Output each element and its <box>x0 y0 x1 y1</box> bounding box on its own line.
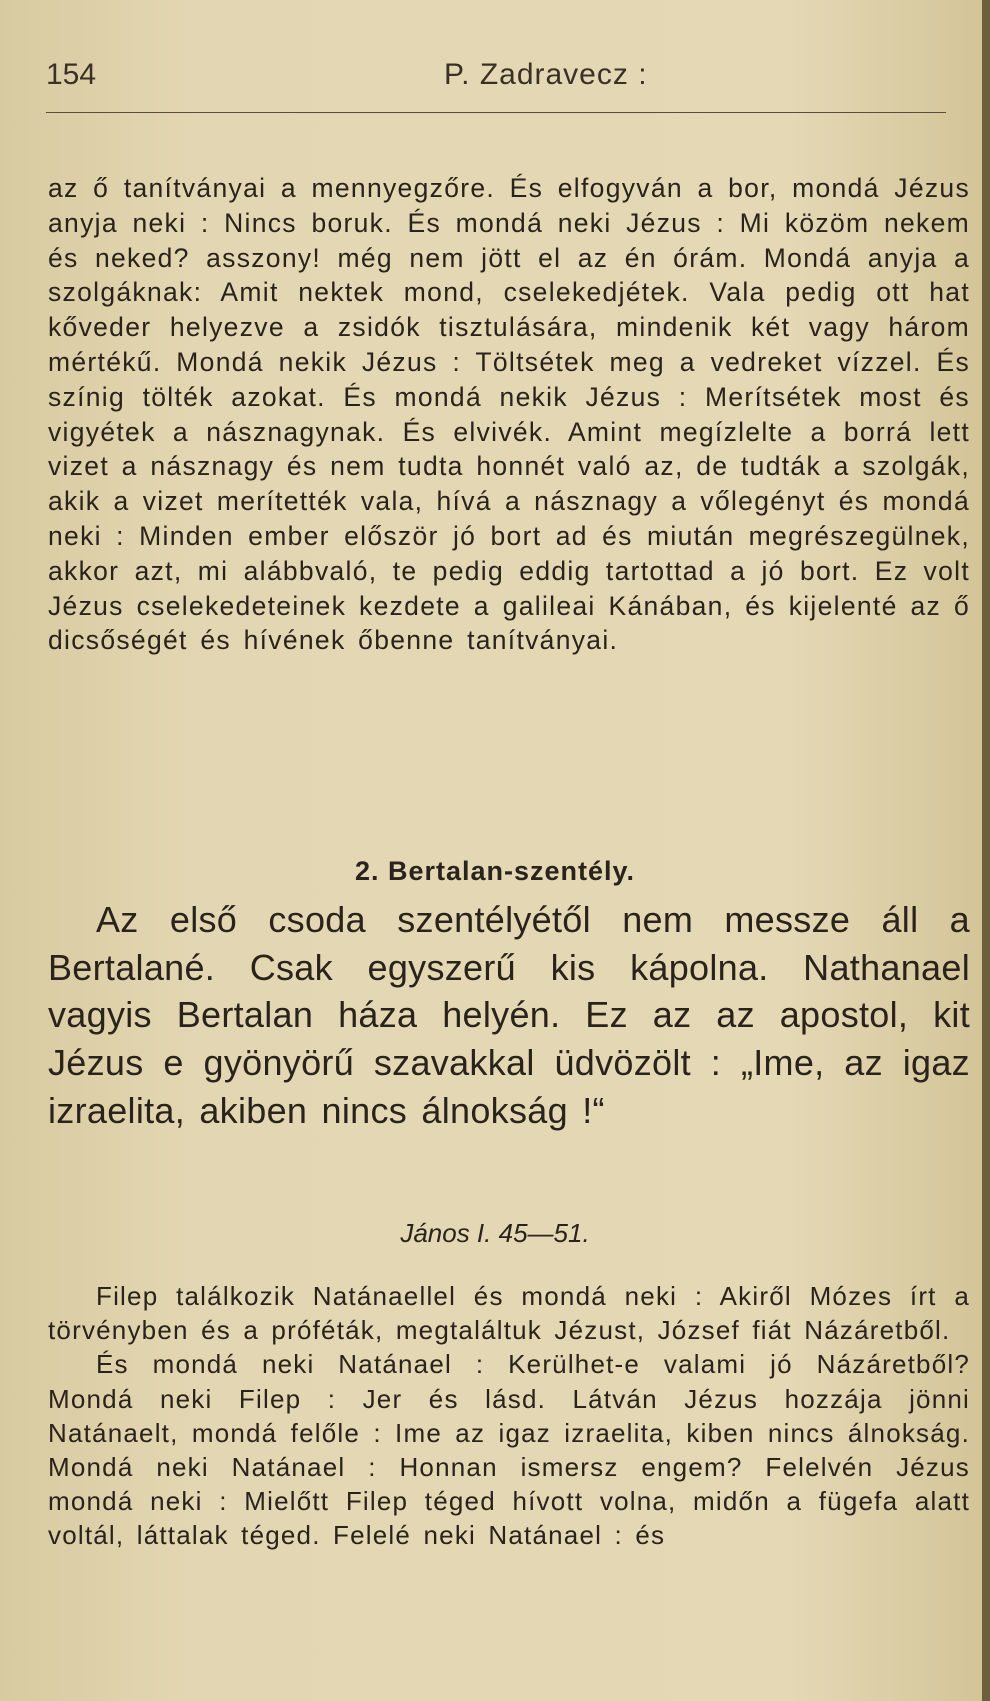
scripture-paragraph-1: Filep találkozik Natánaellel és mondá neki : Akiről Mózes írt a törvényben és a próféták, megtaláltuk Jézust, József fiát Názáretből. <box>48 1281 970 1346</box>
body-paragraph-1: az ő tanítványai a mennyegzőre. És elfogyván a bor, mondá Jézus anyja neki : Nincs boruk. És mondá neki Jézus : Mi közöm nekem és neked? asszony! még nem jött el az én órám. Mondá anyja a szolgáknak: Amit nektek mond, cselekedjétek. Vala pedig ott hat kőveder helyezve a zsidók tisztulására, mindenik két vagy három mértékű. Mondá nekik Jézus : Töltsétek meg a vedreket vízzel. És színig tölték azokat. És mondá nekik Jézus : Merítsétek most és vigyétek a násznagynak. És elvivék. Amint megízlelte a borrá lett vizet a násznagy és nem tudta honnét való az, de tudták a szolgák, akik a vizet merítették vala, hívá a násznagy a vőlegényt és mondá neki : Minden ember először jó bort ad és miután megrészegülnek, akkor azt, mi alábbvaló, te pedig eddig tartottad a jó bort. Ez volt Jézus cselekedeteinek kezdete a galileai Kánában, és kijelenté az ő dicsőségét és hívének őbenne tanítványai. <box>48 173 970 656</box>
body-paragraph-2 <box>48 896 970 1135</box>
scripture-paragraph-2: És mondá neki Natánael : Kerülhet-e valami jó Názáretből? Mondá neki Filep : Jer és lásd. Látván Jézus hozzája jönni Natánaelt, mondá felőle : Ime az igaz izraelita, kiben nincs álnokság. Mondá neki Natánael : Honnan ismersz engem? Felelvén Jézus mondá neki : Mielőtt Filep téged hívott volna, midőn a fügefa alatt voltál, láttalak téged. Felelé neki Natánael : és <box>48 1349 970 1551</box>
page-header <box>46 56 946 106</box>
header-rule <box>46 112 946 113</box>
page-edge <box>982 0 990 1701</box>
scripture-text <box>48 1279 970 1553</box>
running-head: P. Zadravecz : <box>444 58 648 91</box>
page-number: 154 <box>46 58 97 91</box>
paragraph-2-text: Az első csoda szentélyétől nem messze áll a Bertalané. Csak egyszerű kis kápolna. Nathanael vagyis Bertalan háza helyén. Ez az az apostol, kit Jézus e gyönyörű szavakkal üdvözölt : „Ime, az igaz izraelita, akiben nincs álnokság !“ <box>48 899 970 1131</box>
scripture-reference: János I. 45—51. <box>400 1218 590 1248</box>
section-title: 2. Bertalan-szentély. <box>354 856 636 886</box>
